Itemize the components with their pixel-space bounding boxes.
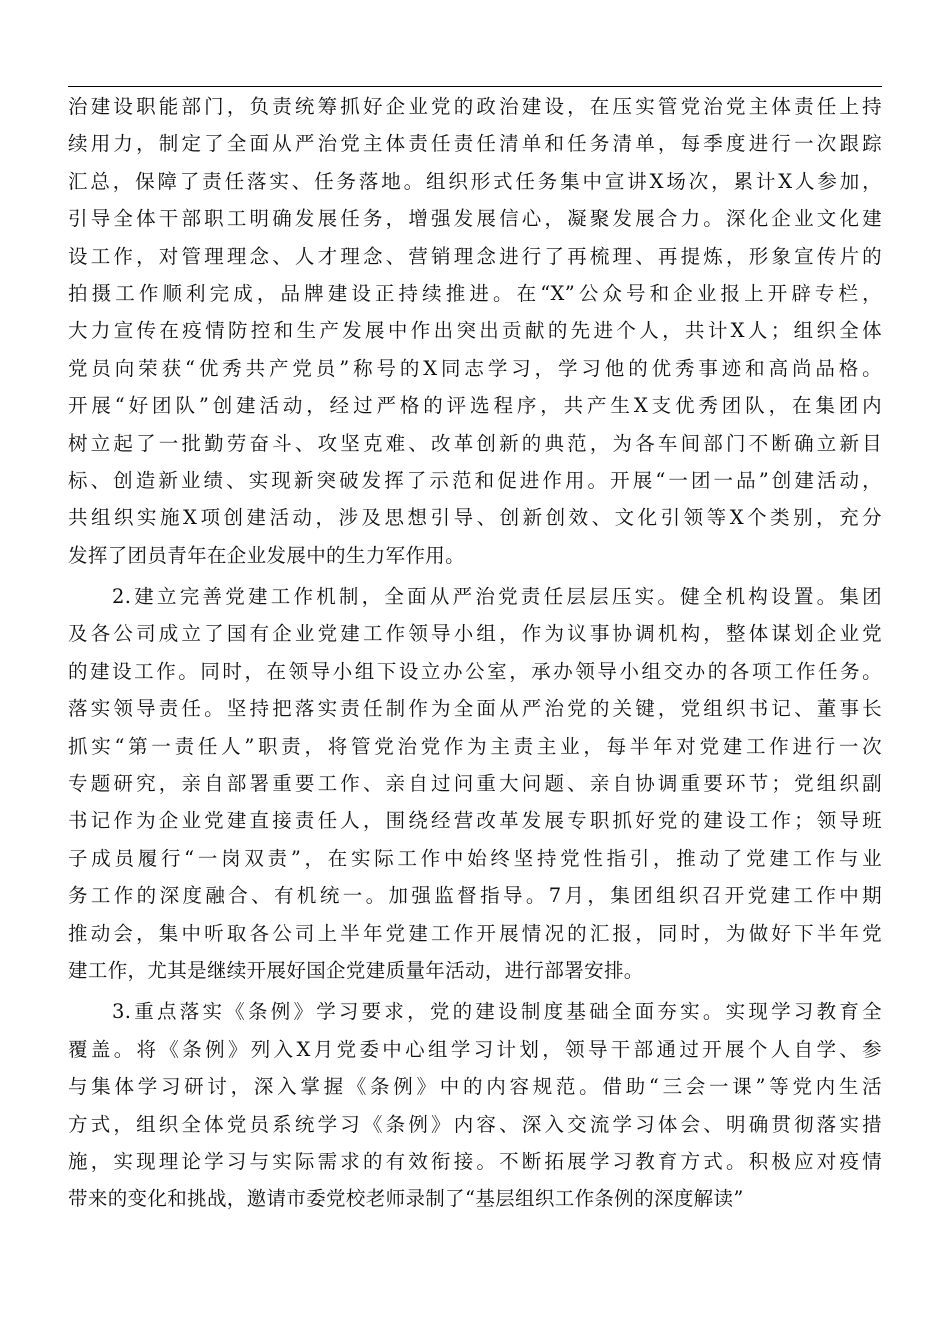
- text-line: 抓实“第一责任人”职责，将管党治党作为主责主业，每半年对党建工作进行一次: [68, 734, 882, 758]
- text-line: 的建设工作。同时，在领导小组下设立办公室，承办领导小组交办的各项工作任务。: [68, 659, 882, 683]
- paragraph: [68, 578, 882, 989]
- text-line: 专题研究，亲自部署重要工作、亲自过问重大问题、亲自协调重要环节；党组织副: [68, 772, 882, 796]
- text-line: 拍摄工作顺利完成，品牌建设正持续推进。在“X”公众号和企业报上开辟专栏，: [68, 281, 882, 305]
- text-line: 务工作的深度融合、有机统一。加强监督指导。7月，集团组织召开党建工作中期: [68, 884, 882, 908]
- text-line: 及各公司成立了国有企业党建工作领导小组，作为议事协调机构，整体谋划企业党: [68, 622, 882, 646]
- text-line: 与集体学习研讨，深入掌握《条例》中的内容规范。借助“三会一课”等党内生活: [68, 1075, 882, 1099]
- text-line: 大力宣传在疫情防控和生产发展中作出突出贡献的先进个人，共计X人；组织全体: [68, 319, 882, 343]
- text-line: 共组织实施X项创建活动，涉及思想引导、创新创效、文化引领等X个类别，充分: [68, 506, 882, 530]
- text-line: 方式，组织全体党员系统学习《条例》内容、深入交流学习体会、明确贯彻落实措: [68, 1112, 882, 1136]
- text-line: 发挥了团员青年在企业发展中的生力军作用。: [68, 543, 466, 567]
- text-line: 设工作，对管理理念、人才理念、营销理念进行了再梳理、再提炼，形象宣传片的: [68, 244, 882, 268]
- text-line: 2.建立完善党建工作机制，全面从严治党责任层层压实。健全机构设置。集团: [112, 585, 882, 609]
- text-line: 治建设职能部门，负责统筹抓好企业党的政治建设，在压实管党治党主体责任上持: [68, 95, 882, 118]
- text-line: 党员向荣获“优秀共产党员”称号的X同志学习，学习他的优秀事迹和高尚品格。: [68, 356, 882, 380]
- paragraph: [68, 993, 882, 1217]
- text-line: 树立起了一批勤劳奋斗、攻坚克难、改革创新的典范，为各车间部门不断确立新目: [68, 431, 882, 455]
- body-text: [68, 88, 882, 1222]
- text-line: 落实领导责任。坚持把落实责任制作为全面从严治党的关键，党组织书记、董事长: [68, 697, 882, 721]
- text-line: 3.重点落实《条例》学习要求，党的建设制度基础全面夯实。实现学习教育全: [112, 1000, 882, 1024]
- text-line: 引导全体干部职工明确发展任务，增强发展信心，凝聚发展合力。深化企业文化建: [68, 207, 882, 231]
- text-line: 续用力，制定了全面从严治党主体责任责任清单和任务清单，每季度进行一次跟踪: [68, 132, 882, 156]
- text-line: 带来的变化和挑战，邀请市委党校老师录制了“基层组织工作条例的深度解读”: [68, 1187, 744, 1211]
- text-line: 子成员履行“一岗双责”，在实际工作中始终坚持党性指引，推动了党建工作与业: [68, 846, 882, 870]
- text-line: 覆盖。将《条例》列入X月党委中心组学习计划，领导干部通过开展个人自学、参: [68, 1037, 882, 1061]
- text-line: 施，实现理论学习与实际需求的有效衔接。不断拓展学习教育方式。积极应对疫情: [68, 1149, 882, 1173]
- paragraph: [68, 88, 882, 574]
- text-line: 推动会，集中听取各公司上半年党建工作开展情况的汇报，同时，为做好下半年党: [68, 921, 882, 945]
- text-line: 开展“好团队”创建活动，经过严格的评选程序，共产生X支优秀团队，在集团内: [68, 394, 882, 418]
- text-line: 标、创造新业绩、实现新突破发挥了示范和促进作用。开展“一团一品”创建活动，: [68, 468, 882, 492]
- text-line: 建工作，尤其是继续开展好国企党建质量年活动，进行部署安排。: [68, 958, 644, 982]
- text-line: 书记作为企业党建直接责任人，围绕经营改革发展专职抓好党的建设工作；领导班: [68, 809, 882, 833]
- header-rule: [68, 86, 882, 87]
- text-line: 汇总，保障了责任落实、任务落地。组织形式任务集中宣讲X场次，累计X人参加，: [68, 169, 882, 193]
